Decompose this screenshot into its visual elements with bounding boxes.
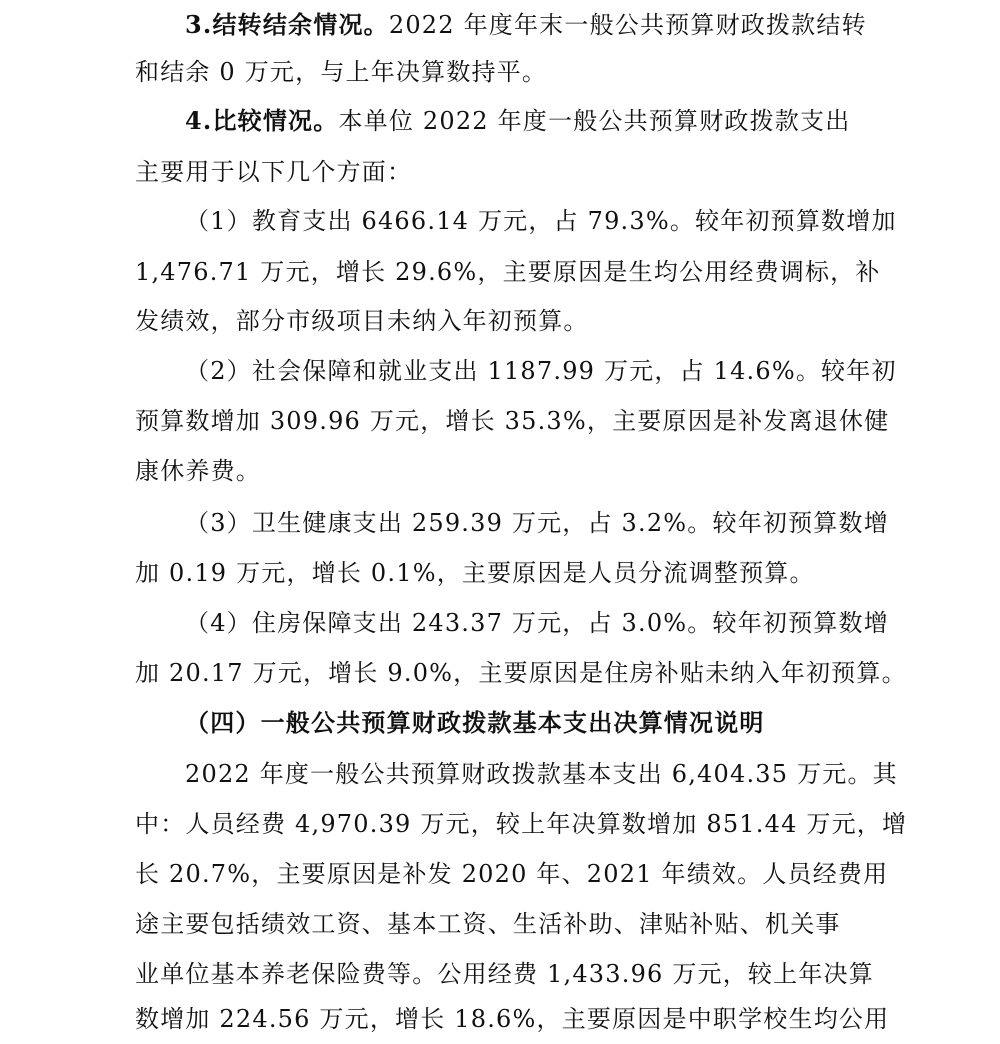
section-title: [135, 698, 895, 748]
paragraph-line: [135, 994, 895, 1044]
paragraph-line: [135, 949, 895, 999]
paragraph-line: [135, 396, 895, 446]
line-text: 途主要包括绩效工资、基本工资、生活补助、津贴补贴、机关事: [135, 910, 841, 938]
line-text: （四）一般公共预算财政拨款基本支出决算情况说明: [185, 708, 765, 737]
paragraph-line: [135, 196, 895, 246]
line-text: 预算数增加 309.96 万元，增长 35.3%，主要原因是补发离退休健: [135, 407, 890, 435]
paragraph-line: [135, 346, 895, 396]
line-text: 加 20.17 万元，增长 9.0%，主要原因是住房补贴未纳入年初预算。: [135, 659, 907, 687]
line-text: （2）社会保障和就业支出 1187.99 万元，占 14.6%。较年初: [185, 357, 897, 385]
paragraph-line: [135, 799, 908, 849]
line-text: 数增加 224.56 万元，增长 18.6%，主要原因是中职学校生均公用: [135, 1005, 890, 1033]
line-text: 发绩效，部分市级项目未纳入年初预算。: [135, 307, 589, 335]
paragraph-line: [135, 47, 895, 97]
line-text: 2022 年度一般公共预算财政拨款基本支出 6,404.35 万元。其: [185, 760, 898, 788]
line-text: 1,476.71 万元，增长 29.6%，主要原因是生均公用经费调标，补: [135, 258, 881, 286]
paragraph-line: [135, 96, 895, 146]
line-text: （3）卫生健康支出 259.39 万元，占 3.2%。较年初预算数增: [185, 509, 889, 537]
line-text: 本单位 2022 年度一般公共预算财政拨款支出: [338, 107, 851, 135]
paragraph-line: [135, 498, 895, 548]
section-heading: 3.结转结余情况。: [185, 10, 389, 39]
paragraph-line: [135, 548, 895, 598]
paragraph-line: [135, 296, 895, 346]
paragraph-line: [135, 147, 895, 197]
line-text: 康休养费。: [135, 457, 261, 485]
line-text: 主要用于以下几个方面：: [135, 158, 413, 186]
line-text: （1）教育支出 6466.14 万元，占 79.3%。较年初预算数增加: [185, 207, 897, 235]
line-text: 业单位基本养老保险费等。公用经费 1,433.96 万元，较上年决算: [135, 960, 874, 988]
line-text: （4）住房保障支出 243.37 万元，占 3.0%。较年初预算数增: [185, 609, 889, 637]
paragraph-line: [135, 598, 895, 648]
section-heading: 4.比较情况。: [185, 106, 339, 135]
line-text: 和结余 0 万元，与上年决算数持平。: [135, 58, 548, 86]
paragraph-line: [135, 849, 895, 899]
paragraph-line: [135, 446, 895, 496]
line-text: 加 0.19 万元，增长 0.1%，主要原因是人员分流调整预算。: [135, 559, 815, 587]
paragraph-line: [135, 0, 895, 50]
line-text: 长 20.7%，主要原因是补发 2020 年、2021 年绩效。人员经费用: [135, 860, 889, 888]
paragraph-line: [135, 648, 907, 698]
line-text: 2022 年度年末一般公共预算财政拨款结转: [388, 11, 867, 39]
paragraph-line: [135, 247, 895, 297]
paragraph-line: [135, 899, 895, 949]
line-text: 中：人员经费 4,970.39 万元，较上年决算数增加 851.44 万元，增: [135, 810, 908, 838]
paragraph-line: [135, 749, 898, 799]
